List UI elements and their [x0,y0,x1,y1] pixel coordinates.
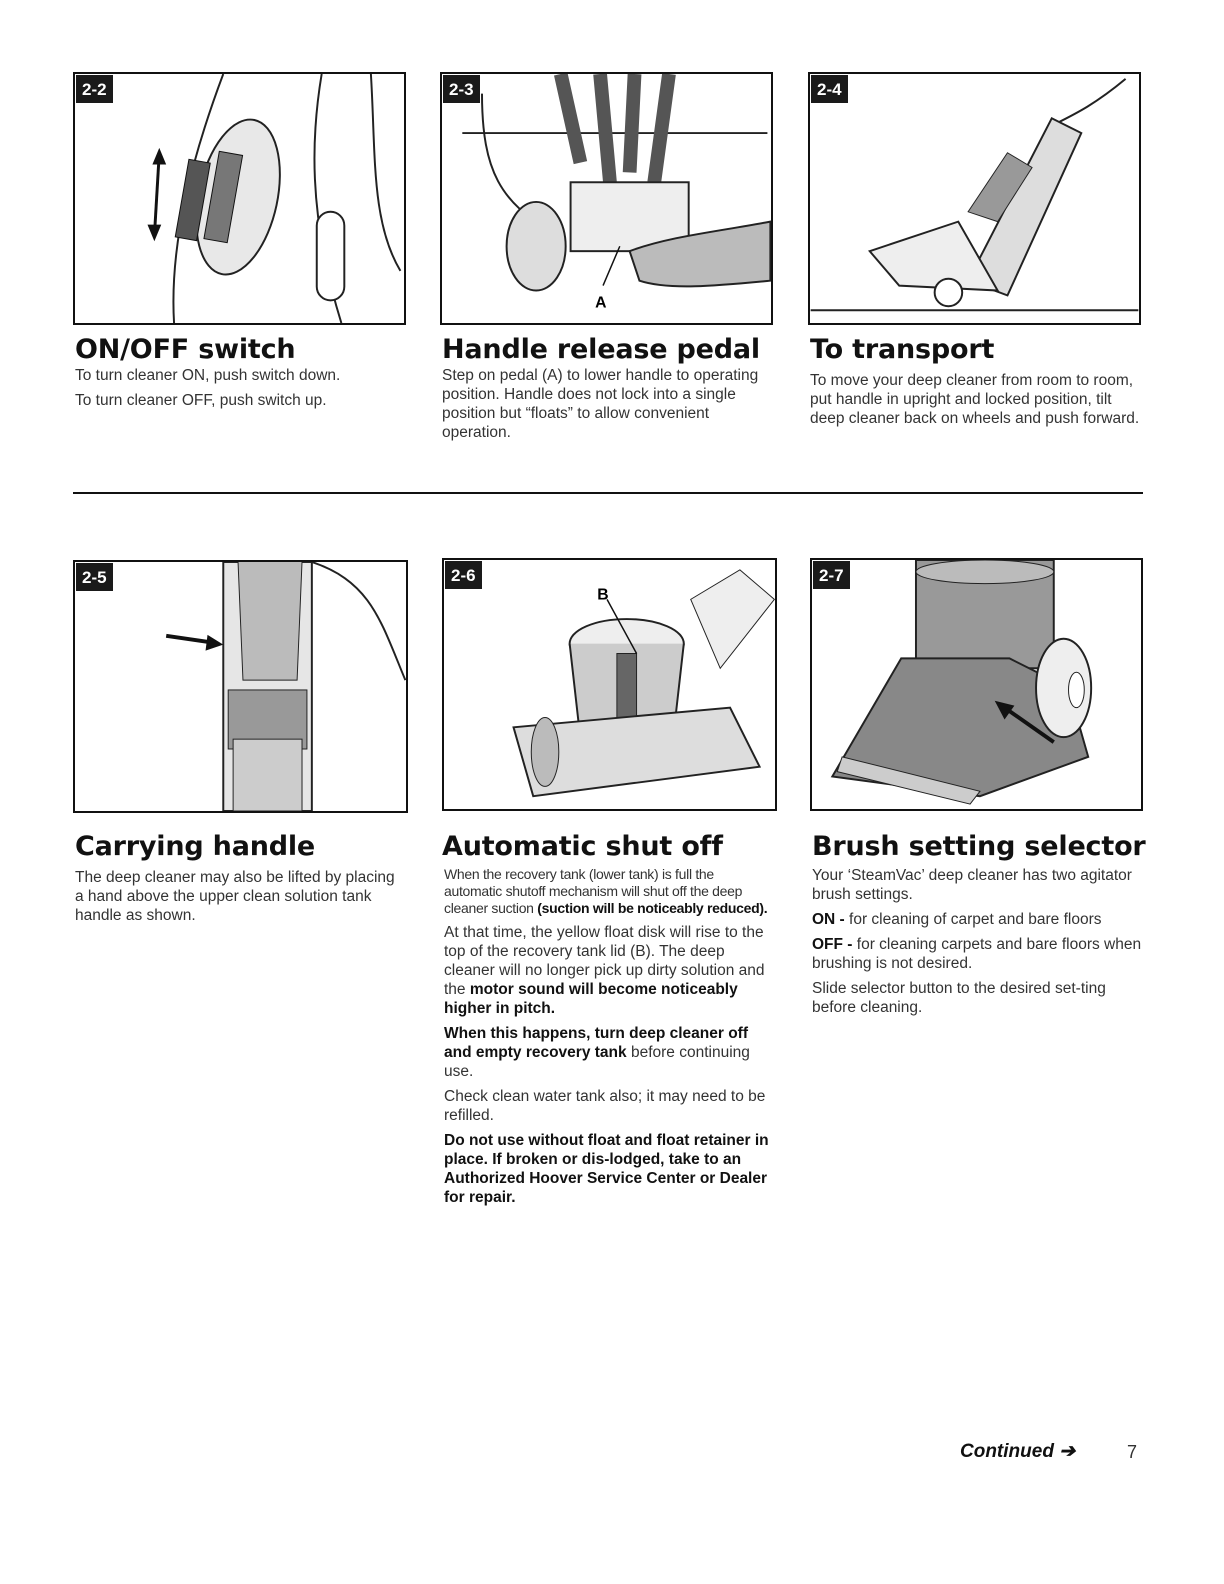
figure-2-6 [442,558,777,811]
transport-illustration [810,74,1139,323]
section-body-shutoff [444,866,774,1213]
section-body-brush [812,866,1142,1023]
paragraph: When the recovery tank (lower tank) is full the automatic shutoff mechanism will shut off the deep cleaner suction (suction will be noticeably reduced). [444,866,768,916]
brush-selector-illustration [812,560,1141,809]
switch-illustration [75,74,404,323]
paragraph: Step on pedal (A) to lower handle to operating position. Handle does not lock into a single position but “floats” to allow convenient operation. [442,367,759,441]
figure-badge: 2-5 [75,562,114,592]
figure-badge: 2-4 [810,74,849,104]
callout-a: A [595,294,607,312]
section-divider [73,492,1143,494]
paragraph: ON - for cleaning of carpet and bare floors [812,911,1102,928]
paragraph: When this happens, turn deep cleaner off and empty recovery tank before continuing use. [444,1025,750,1080]
section-title-brush: Brush setting selector [812,831,1146,862]
paragraph: Your ‘SteamVac’ deep cleaner has two agitator brush settings. [812,867,1132,903]
section-title-onoff: ON/OFF switch [75,334,296,365]
paragraph: Check clean water tank also; it may need to be refilled. [444,1088,766,1124]
figure-2-4 [808,72,1141,325]
paragraph: Slide selector button to the desired set-ting before cleaning. [812,980,1106,1016]
figure-2-7 [810,558,1143,811]
section-body-transport [810,371,1140,434]
pedal-illustration [442,74,771,323]
paragraph: Do not use without float and float retainer in place. If broken or dis-lodged, take to an Authorized Hoover Service Center or Dealer for repair. [444,1132,769,1206]
section-body-handle-release [442,366,772,448]
section-title-transport: To transport [810,334,995,365]
paragraph: The deep cleaner may also be lifted by placing a hand above the upper clean solution tank handle as shown. [75,869,395,924]
figure-badge: 2-3 [442,74,481,104]
figure-2-2 [73,72,406,325]
figure-2-3 [440,72,773,325]
paragraph: To turn cleaner ON, push switch down. [75,367,341,384]
shutoff-illustration [444,560,775,809]
figure-badge: 2-7 [812,560,851,590]
carrying-handle-illustration [75,562,406,811]
page-number: 7 [1127,1442,1138,1462]
figure-2-5 [73,560,408,813]
paragraph: At that time, the yellow float disk will rise to the top of the recovery tank lid (B). The deep cleaner will no longer pick up dirty solution and the motor sound will become noticeably higher in pitch. [444,924,765,1017]
paragraph: To turn cleaner OFF, push switch up. [75,392,327,409]
paragraph: OFF - for cleaning carpets and bare floors when brushing is not desired. [812,936,1142,972]
figure-badge: 2-2 [75,74,114,104]
callout-b: B [597,586,609,604]
section-body-onoff [75,366,405,416]
continued-label: Continued ➔ [960,1441,1076,1462]
paragraph: To move your deep cleaner from room to room, put handle in upright and locked position, tilt deep cleaner back on wheels and push forward. [810,372,1140,427]
figure-badge: 2-6 [444,560,483,590]
section-title-shutoff: Automatic shut off [442,831,723,862]
section-body-carrying [75,868,405,931]
section-title-carrying: Carrying handle [75,831,316,862]
section-title-handle-release: Handle release pedal [442,334,760,365]
